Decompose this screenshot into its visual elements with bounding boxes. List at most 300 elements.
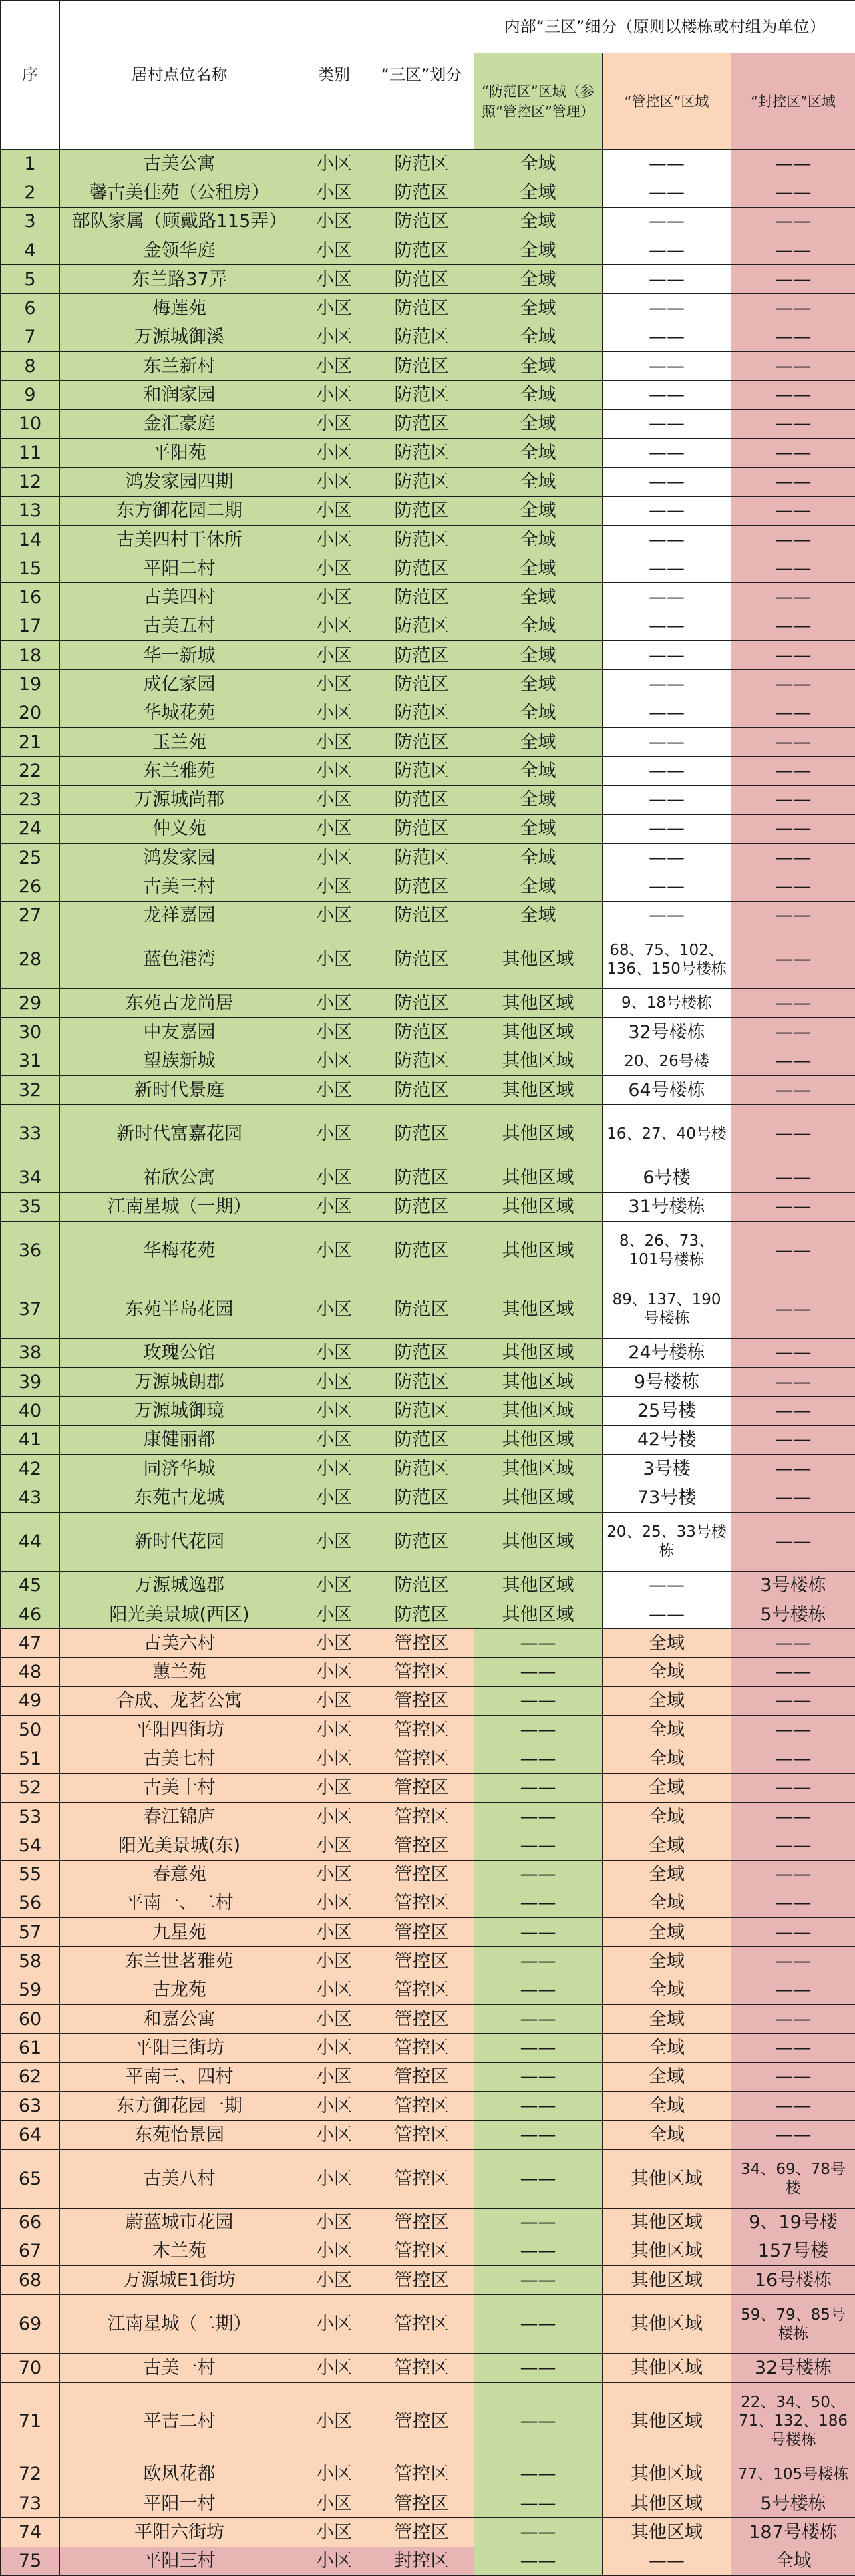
cell-type: 小区 xyxy=(299,496,369,525)
cell-name: 木兰苑 xyxy=(60,2237,299,2265)
cell-fangfan: 其他区域 xyxy=(474,1397,603,1425)
header-zone: “三区”划分 xyxy=(369,1,474,150)
cell-type: 小区 xyxy=(299,1918,369,1947)
cell-seq: 72 xyxy=(1,2460,60,2489)
cell-guankong: 8、26、73、101号楼栋 xyxy=(603,1221,731,1280)
cell-fengkong: —— xyxy=(731,1221,855,1280)
cell-fangfan: 全域 xyxy=(474,294,603,323)
cell-guankong: 其他区域 xyxy=(603,2518,731,2547)
table-row xyxy=(1,785,855,814)
cell-zone: 防范区 xyxy=(369,381,474,409)
cell-guankong: 25号楼 xyxy=(603,1397,731,1425)
cell-fangfan: —— xyxy=(474,2489,603,2518)
cell-type: 小区 xyxy=(299,2382,369,2460)
cell-fangfan: 其他区域 xyxy=(474,1105,603,1163)
cell-type: 小区 xyxy=(299,757,369,785)
cell-type: 小区 xyxy=(299,525,369,554)
cell-name: 东兰世茗雅苑 xyxy=(60,1947,299,1976)
cell-zone: 防范区 xyxy=(369,265,474,294)
table-row xyxy=(1,757,855,785)
cell-guankong: 20、26号楼 xyxy=(603,1047,731,1075)
cell-seq: 26 xyxy=(1,872,60,901)
cell-type: 小区 xyxy=(299,468,369,496)
cell-zone: 管控区 xyxy=(369,1889,474,1917)
cell-seq: 65 xyxy=(1,2149,60,2208)
cell-zone: 管控区 xyxy=(369,2005,474,2034)
cell-fangfan: —— xyxy=(474,1889,603,1917)
cell-fengkong: —— xyxy=(731,1192,855,1221)
cell-type: 小区 xyxy=(299,2091,369,2120)
cell-type: 小区 xyxy=(299,1629,369,1658)
table-row xyxy=(1,1571,855,1600)
cell-type: 小区 xyxy=(299,612,369,640)
cell-guankong: 32号楼栋 xyxy=(603,1018,731,1047)
cell-zone: 管控区 xyxy=(369,1831,474,1860)
cell-seq: 27 xyxy=(1,901,60,930)
table-row xyxy=(1,1397,855,1425)
table-row xyxy=(1,641,855,670)
cell-fangfan: —— xyxy=(474,1773,603,1802)
cell-name: 祐欣公寓 xyxy=(60,1163,299,1192)
table-row xyxy=(1,178,855,207)
cell-name: 东方御花园二期 xyxy=(60,496,299,525)
cell-fangfan: 其他区域 xyxy=(474,1280,603,1338)
cell-guankong: 全域 xyxy=(603,2034,731,2062)
cell-fengkong: —— xyxy=(731,1976,855,2004)
cell-guankong: 31号楼栋 xyxy=(603,1192,731,1221)
table-row xyxy=(1,207,855,236)
cell-fengkong: 9、19号楼 xyxy=(731,2208,855,2237)
cell-guankong: —— xyxy=(603,525,731,554)
table-row xyxy=(1,1163,855,1192)
cell-fangfan: 全域 xyxy=(474,265,603,294)
cell-seq: 30 xyxy=(1,1018,60,1047)
cell-seq: 13 xyxy=(1,496,60,525)
cell-zone: 管控区 xyxy=(369,1744,474,1773)
cell-seq: 58 xyxy=(1,1947,60,1976)
cell-seq: 57 xyxy=(1,1918,60,1947)
cell-zone: 防范区 xyxy=(369,1425,474,1454)
cell-zone: 防范区 xyxy=(369,1483,474,1512)
cell-zone: 管控区 xyxy=(369,2121,474,2149)
cell-guankong: 全域 xyxy=(603,2091,731,2120)
cell-fengkong: —— xyxy=(731,236,855,264)
cell-name: 平南一、二村 xyxy=(60,1889,299,1917)
cell-type: 小区 xyxy=(299,150,369,178)
cell-type: 小区 xyxy=(299,236,369,264)
cell-type: 小区 xyxy=(299,1716,369,1744)
cell-fengkong: 16号楼栋 xyxy=(731,2266,855,2295)
cell-fangfan: 其他区域 xyxy=(474,1018,603,1047)
cell-seq: 37 xyxy=(1,1280,60,1338)
cell-name: 馨古美佳苑（公租房） xyxy=(60,178,299,207)
cell-fangfan: 其他区域 xyxy=(474,1368,603,1397)
cell-fengkong: —— xyxy=(731,2062,855,2091)
cell-seq: 7 xyxy=(1,323,60,351)
cell-type: 小区 xyxy=(299,1860,369,1889)
cell-fangfan: 全域 xyxy=(474,785,603,814)
cell-zone: 防范区 xyxy=(369,699,474,727)
cell-fangfan: 全域 xyxy=(474,496,603,525)
cell-type: 小区 xyxy=(299,1483,369,1512)
table-row xyxy=(1,1047,855,1075)
cell-type: 小区 xyxy=(299,1744,369,1773)
header-fangfan: “防范区”区域（参照“管控区”管理） xyxy=(474,53,603,150)
cell-fangfan: —— xyxy=(474,1831,603,1860)
cell-fengkong: —— xyxy=(731,178,855,207)
cell-guankong: 其他区域 xyxy=(603,2354,731,2382)
cell-guankong: —— xyxy=(603,496,731,525)
cell-seq: 5 xyxy=(1,265,60,294)
cell-name: 江南星城（二期） xyxy=(60,2295,299,2354)
cell-zone: 管控区 xyxy=(369,1860,474,1889)
cell-seq: 3 xyxy=(1,207,60,236)
cell-name: 阳光美景城(西区) xyxy=(60,1600,299,1628)
cell-fangfan: —— xyxy=(474,1716,603,1744)
cell-zone: 管控区 xyxy=(369,1802,474,1831)
header-name: 居村点位名称 xyxy=(60,1,299,150)
cell-seq: 22 xyxy=(1,757,60,785)
table-row xyxy=(1,989,855,1018)
cell-name: 平阳三街坊 xyxy=(60,2034,299,2062)
table-row xyxy=(1,468,855,496)
cell-zone: 防范区 xyxy=(369,1397,474,1425)
cell-zone: 防范区 xyxy=(369,1163,474,1192)
cell-fangfan: 其他区域 xyxy=(474,1075,603,1104)
cell-name: 春意苑 xyxy=(60,1860,299,1889)
cell-zone: 防范区 xyxy=(369,1571,474,1600)
cell-zone: 防范区 xyxy=(369,496,474,525)
cell-zone: 防范区 xyxy=(369,641,474,670)
cell-type: 小区 xyxy=(299,554,369,583)
cell-zone: 防范区 xyxy=(369,872,474,901)
cell-type: 小区 xyxy=(299,323,369,351)
cell-guankong: 全域 xyxy=(603,1976,731,2004)
cell-name: 华梅花苑 xyxy=(60,1221,299,1280)
table-row xyxy=(1,1716,855,1744)
cell-fengkong: —— xyxy=(731,1744,855,1773)
cell-seq: 66 xyxy=(1,2208,60,2237)
cell-name: 古龙苑 xyxy=(60,1976,299,2004)
table-row xyxy=(1,2034,855,2062)
cell-fengkong: —— xyxy=(731,1686,855,1715)
cell-guankong: 其他区域 xyxy=(603,2295,731,2354)
header-type: 类别 xyxy=(299,1,369,150)
cell-guankong: 全域 xyxy=(603,1918,731,1947)
cell-fengkong: —— xyxy=(731,496,855,525)
table-row xyxy=(1,409,855,438)
header-guankong: “管控区”区域 xyxy=(603,53,731,150)
table-row xyxy=(1,2062,855,2091)
table-row xyxy=(1,2149,855,2208)
cell-guankong: 16、27、40号楼 xyxy=(603,1105,731,1163)
table-row xyxy=(1,2266,855,2295)
cell-guankong: —— xyxy=(603,901,731,930)
cell-type: 小区 xyxy=(299,2062,369,2091)
cell-name: 鸿发家园四期 xyxy=(60,468,299,496)
cell-fangfan: —— xyxy=(474,1860,603,1889)
cell-name: 合成、龙茗公寓 xyxy=(60,1686,299,1715)
cell-fangfan: —— xyxy=(474,2091,603,2120)
cell-guankong: 全域 xyxy=(603,1716,731,1744)
cell-type: 小区 xyxy=(299,2460,369,2489)
cell-zone: 防范区 xyxy=(369,352,474,381)
cell-guankong: 64号楼栋 xyxy=(603,1075,731,1104)
cell-type: 小区 xyxy=(299,1280,369,1338)
cell-fangfan: 其他区域 xyxy=(474,1483,603,1512)
cell-guankong: —— xyxy=(603,641,731,670)
cell-fengkong: —— xyxy=(731,1802,855,1831)
cell-fangfan: 其他区域 xyxy=(474,1047,603,1075)
header-seq: 序 xyxy=(1,1,60,150)
cell-guankong: —— xyxy=(603,207,731,236)
cell-name: 和润家园 xyxy=(60,381,299,409)
cell-fengkong: —— xyxy=(731,641,855,670)
cell-zone: 防范区 xyxy=(369,409,474,438)
cell-guankong: 6号楼 xyxy=(603,1163,731,1192)
cell-name: 欧风花都 xyxy=(60,2460,299,2489)
cell-guankong: 9号楼栋 xyxy=(603,1368,731,1397)
table-row xyxy=(1,1425,855,1454)
cell-fangfan: 全域 xyxy=(474,438,603,467)
cell-type: 小区 xyxy=(299,670,369,699)
table-row xyxy=(1,2460,855,2489)
cell-zone: 封控区 xyxy=(369,2547,474,2575)
cell-fengkong: —— xyxy=(731,612,855,640)
table-row xyxy=(1,1368,855,1397)
cell-fengkong: —— xyxy=(731,207,855,236)
cell-type: 小区 xyxy=(299,814,369,843)
cell-type: 小区 xyxy=(299,989,369,1018)
cell-zone: 防范区 xyxy=(369,236,474,264)
cell-fengkong: —— xyxy=(731,1831,855,1860)
cell-zone: 防范区 xyxy=(369,670,474,699)
cell-zone: 管控区 xyxy=(369,2382,474,2460)
cell-seq: 35 xyxy=(1,1192,60,1221)
table-row xyxy=(1,1658,855,1686)
cell-type: 小区 xyxy=(299,1192,369,1221)
cell-fengkong: —— xyxy=(731,2005,855,2034)
cell-fangfan: 全域 xyxy=(474,670,603,699)
cell-guankong: 89、137、190号楼栋 xyxy=(603,1280,731,1338)
cell-fangfan: 全域 xyxy=(474,150,603,178)
cell-type: 小区 xyxy=(299,1105,369,1163)
cell-fengkong: —— xyxy=(731,1629,855,1658)
cell-seq: 59 xyxy=(1,1976,60,2004)
cell-fangfan: —— xyxy=(474,2354,603,2382)
cell-name: 平阳苑 xyxy=(60,438,299,467)
cell-fengkong: —— xyxy=(731,1860,855,1889)
cell-seq: 33 xyxy=(1,1105,60,1163)
table-row xyxy=(1,2295,855,2354)
cell-fengkong: —— xyxy=(731,381,855,409)
cell-zone: 防范区 xyxy=(369,323,474,351)
cell-fangfan: —— xyxy=(474,1976,603,2004)
cell-fengkong: —— xyxy=(731,1483,855,1512)
cell-seq: 36 xyxy=(1,1221,60,1280)
cell-fengkong: —— xyxy=(731,670,855,699)
cell-guankong: 20、25、33号楼栋 xyxy=(603,1512,731,1571)
cell-seq: 45 xyxy=(1,1571,60,1600)
cell-fangfan: —— xyxy=(474,1686,603,1715)
cell-guankong: —— xyxy=(603,2547,731,2575)
cell-seq: 6 xyxy=(1,294,60,323)
cell-guankong: —— xyxy=(603,150,731,178)
table-row xyxy=(1,1483,855,1512)
cell-name: 成亿家园 xyxy=(60,670,299,699)
cell-fengkong: —— xyxy=(731,1947,855,1976)
cell-type: 小区 xyxy=(299,1600,369,1628)
table-row xyxy=(1,1454,855,1483)
cell-fengkong: 157号楼 xyxy=(731,2237,855,2265)
cell-name: 古美五村 xyxy=(60,612,299,640)
table-row xyxy=(1,1918,855,1947)
cell-guankong: —— xyxy=(603,814,731,843)
cell-type: 小区 xyxy=(299,1454,369,1483)
table-row xyxy=(1,1338,855,1367)
cell-guankong: 68、75、102、136、150号楼栋 xyxy=(603,930,731,989)
cell-seq: 55 xyxy=(1,1860,60,1889)
cell-fengkong: —— xyxy=(731,409,855,438)
cell-seq: 23 xyxy=(1,785,60,814)
cell-type: 小区 xyxy=(299,1075,369,1104)
cell-guankong: 全域 xyxy=(603,2121,731,2149)
cell-fengkong: —— xyxy=(731,294,855,323)
cell-type: 小区 xyxy=(299,2354,369,2382)
cell-zone: 防范区 xyxy=(369,1075,474,1104)
cell-guankong: —— xyxy=(603,612,731,640)
cell-zone: 管控区 xyxy=(369,2149,474,2208)
cell-type: 小区 xyxy=(299,2295,369,2354)
table-row xyxy=(1,1192,855,1221)
cell-seq: 68 xyxy=(1,2266,60,2295)
cell-fengkong: 5号楼栋 xyxy=(731,2489,855,2518)
cell-name: 平南三、四村 xyxy=(60,2062,299,2091)
table-row xyxy=(1,699,855,727)
cell-seq: 9 xyxy=(1,381,60,409)
cell-fangfan: —— xyxy=(474,1629,603,1658)
cell-zone: 防范区 xyxy=(369,438,474,467)
cell-guankong: —— xyxy=(603,757,731,785)
cell-zone: 防范区 xyxy=(369,583,474,612)
cell-fengkong: 3号楼栋 xyxy=(731,1571,855,1600)
cell-zone: 管控区 xyxy=(369,1918,474,1947)
cell-zone: 防范区 xyxy=(369,554,474,583)
cell-zone: 防范区 xyxy=(369,1105,474,1163)
cell-guankong: —— xyxy=(603,409,731,438)
cell-type: 小区 xyxy=(299,930,369,989)
cell-type: 小区 xyxy=(299,583,369,612)
cell-guankong: 全域 xyxy=(603,1889,731,1917)
cell-guankong: 其他区域 xyxy=(603,2149,731,2208)
cell-guankong: 全域 xyxy=(603,1802,731,1831)
cell-fangfan: 其他区域 xyxy=(474,989,603,1018)
cell-guankong: —— xyxy=(603,1600,731,1628)
table-row xyxy=(1,1105,855,1163)
cell-fengkong: —— xyxy=(731,1280,855,1338)
cell-guankong: —— xyxy=(603,554,731,583)
cell-name: 阳光美景城(东) xyxy=(60,1831,299,1860)
cell-name: 部队家属（顾戴路115弄） xyxy=(60,207,299,236)
cell-guankong: 3号楼 xyxy=(603,1454,731,1483)
cell-type: 小区 xyxy=(299,1802,369,1831)
cell-zone: 防范区 xyxy=(369,1600,474,1628)
cell-guankong: 9、18号楼栋 xyxy=(603,989,731,1018)
cell-fengkong: —— xyxy=(731,989,855,1018)
cell-type: 小区 xyxy=(299,901,369,930)
table-row xyxy=(1,265,855,294)
cell-name: 平阳四街坊 xyxy=(60,1716,299,1744)
cell-seq: 75 xyxy=(1,2547,60,2575)
cell-name: 华城花苑 xyxy=(60,699,299,727)
cell-seq: 49 xyxy=(1,1686,60,1715)
cell-seq: 19 xyxy=(1,670,60,699)
cell-guankong: 其他区域 xyxy=(603,2460,731,2489)
cell-seq: 20 xyxy=(1,699,60,727)
cell-name: 古美四村干休所 xyxy=(60,525,299,554)
cell-guankong: 全域 xyxy=(603,1658,731,1686)
cell-guankong: 全域 xyxy=(603,1831,731,1860)
cell-guankong: 全域 xyxy=(603,1629,731,1658)
cell-guankong: —— xyxy=(603,727,731,756)
cell-name: 平阳一村 xyxy=(60,2489,299,2518)
cell-fangfan: 全域 xyxy=(474,844,603,872)
cell-seq: 8 xyxy=(1,352,60,381)
cell-seq: 42 xyxy=(1,1454,60,1483)
cell-type: 小区 xyxy=(299,2266,369,2295)
cell-zone: 管控区 xyxy=(369,2208,474,2237)
cell-type: 小区 xyxy=(299,785,369,814)
table-row xyxy=(1,1512,855,1571)
cell-type: 小区 xyxy=(299,641,369,670)
cell-type: 小区 xyxy=(299,1047,369,1075)
cell-zone: 防范区 xyxy=(369,468,474,496)
cell-type: 小区 xyxy=(299,381,369,409)
cell-seq: 17 xyxy=(1,612,60,640)
cell-type: 小区 xyxy=(299,2005,369,2034)
cell-type: 小区 xyxy=(299,1658,369,1686)
cell-seq: 16 xyxy=(1,583,60,612)
cell-type: 小区 xyxy=(299,2489,369,2518)
header-subdivision: 内部“三区”细分（原则以楼栋或村组为单位） xyxy=(474,1,855,53)
cell-seq: 2 xyxy=(1,178,60,207)
cell-name: 东兰路37弄 xyxy=(60,265,299,294)
cell-fangfan: 全域 xyxy=(474,381,603,409)
cell-fengkong: —— xyxy=(731,323,855,351)
cell-seq: 25 xyxy=(1,844,60,872)
cell-fengkong: 34、69、78号楼 xyxy=(731,2149,855,2208)
cell-fangfan: 全域 xyxy=(474,468,603,496)
cell-zone: 管控区 xyxy=(369,2460,474,2489)
cell-fangfan: —— xyxy=(474,2460,603,2489)
cell-fangfan: 其他区域 xyxy=(474,1192,603,1221)
cell-seq: 24 xyxy=(1,814,60,843)
cell-fangfan: 其他区域 xyxy=(474,1512,603,1571)
cell-type: 小区 xyxy=(299,2208,369,2237)
cell-name: 东苑半岛花园 xyxy=(60,1280,299,1338)
cell-type: 小区 xyxy=(299,1947,369,1976)
cell-seq: 34 xyxy=(1,1163,60,1192)
cell-name: 同济华城 xyxy=(60,1454,299,1483)
cell-type: 小区 xyxy=(299,2034,369,2062)
cell-name: 华一新城 xyxy=(60,641,299,670)
cell-fangfan: 全域 xyxy=(474,757,603,785)
cell-fengkong: —— xyxy=(731,930,855,989)
cell-name: 玉兰苑 xyxy=(60,727,299,756)
table-row xyxy=(1,2547,855,2575)
cell-fengkong: —— xyxy=(731,814,855,843)
cell-type: 小区 xyxy=(299,727,369,756)
